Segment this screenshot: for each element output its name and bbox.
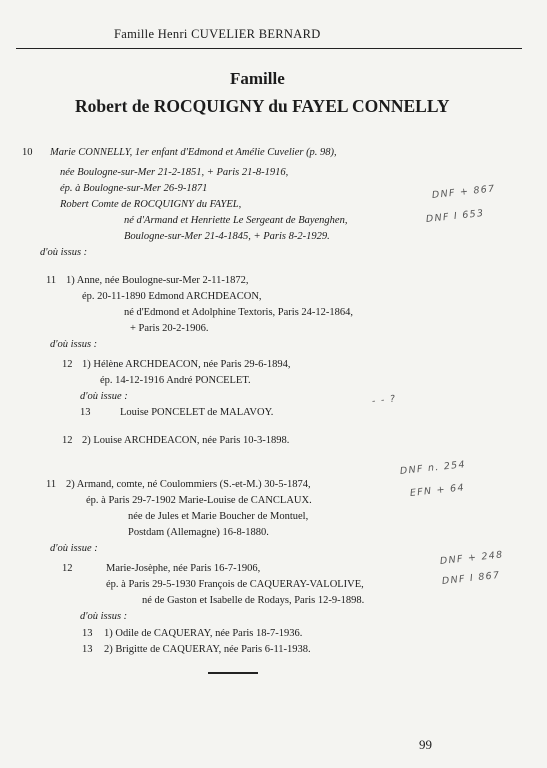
entry-line: ép. à Paris 29-5-1930 François de CAQUERAY-VALOLIVE, [106,579,364,590]
entry-line: 1) Anne, née Boulogne-sur-Mer 2-11-1872, [66,275,249,286]
entry-line: Robert Comte de ROCQUIGNY du FAYEL, [60,199,242,210]
entry-line: 2) Brigitte de CAQUERAY, née Paris 6-11-1938. [104,644,311,655]
handwritten-annotation: DNF n. 254 [399,459,467,477]
handwritten-annotation: DNF I 867 [441,569,501,587]
entry-line: née Boulogne-sur-Mer 21-2-1851, + Paris 21-8-1916, [60,167,289,178]
entry-line: ép. 20-11-1890 Edmond ARCHDEACON, [82,291,262,302]
entry-line: 2) Armand, comte, né Coulommiers (S.-et-M.) 30-5-1874, [66,479,311,490]
entry-line: Boulogne-sur-Mer 21-4-1845, + Paris 8-2-1929. [124,231,330,242]
entry-number: 12 [62,563,73,574]
entry-line: + Paris 20-2-1906. [130,323,209,334]
entry-number: 10 [22,147,33,158]
issue-label: d'où issue : [80,391,128,402]
entry-line: 2) Louise ARCHDEACON, née Paris 10-3-1898. [82,435,290,446]
entry-number: 13 [82,644,93,655]
entry-line: ép. à Paris 29-7-1902 Marie-Louise de CANCLAUX. [86,495,312,506]
entry-line: Marie CONNELLY, 1er enfant d'Edmond et Amélie Cuvelier (p. 98), [50,147,337,158]
issue-label: d'où issus : [40,247,88,258]
running-title: Famille Henri CUVELIER BERNARD [114,27,321,41]
handwritten-annotation: DNF + 248 [439,549,504,567]
entry-line: Postdam (Allemagne) 16-8-1880. [128,527,269,538]
handwritten-annotation: - - ? [371,393,397,407]
entry-line: née de Jules et Marie Boucher de Montuel, [128,511,309,522]
entry-line: ép. à Boulogne-sur-Mer 26-9-1871 [60,183,208,194]
entry-number: 11 [46,479,57,490]
handwritten-annotation: DNF + 867 [431,183,496,201]
title-line-1: Famille [230,69,285,88]
entry-line: 1) Hélène ARCHDEACON, née Paris 29-6-1894, [82,359,291,370]
entry-number: 12 [62,359,73,370]
issue-label: d'où issus : [50,339,98,350]
title-line-2: Robert de ROCQUIGNY du FAYEL CONNELLY [75,96,450,116]
entry-line: Marie-Josèphe, née Paris 16-7-1906, [106,563,261,574]
handwritten-annotation: DNF I 653 [425,207,485,225]
section-end-rule [208,672,258,674]
page-number: 99 [419,737,432,752]
entry-line: 1) Odile de CAQUERAY, née Paris 18-7-1936. [104,628,303,639]
entry-number: 13 [82,628,93,639]
entry-line: né d'Armand et Henriette Le Sergeant de Bayenghen, [124,215,348,226]
entry-line: né d'Edmond et Adolphine Textoris, Paris 24-12-1864, [124,307,354,318]
handwritten-annotation: EFN + 64 [409,482,466,499]
entry-number: 11 [46,275,57,286]
issue-label: d'où issus : [80,611,128,622]
entry-line: né de Gaston et Isabelle de Rodays, Paris 12-9-1898. [142,595,365,606]
entry-number: 13 [80,407,91,418]
header-rule [16,48,522,49]
issue-label: d'où issue : [50,543,98,554]
entry-line: ép. 14-12-1916 André PONCELET. [100,375,251,386]
entry-number: 12 [62,435,73,446]
entry-line: Louise PONCELET de MALAVOY. [120,407,274,418]
